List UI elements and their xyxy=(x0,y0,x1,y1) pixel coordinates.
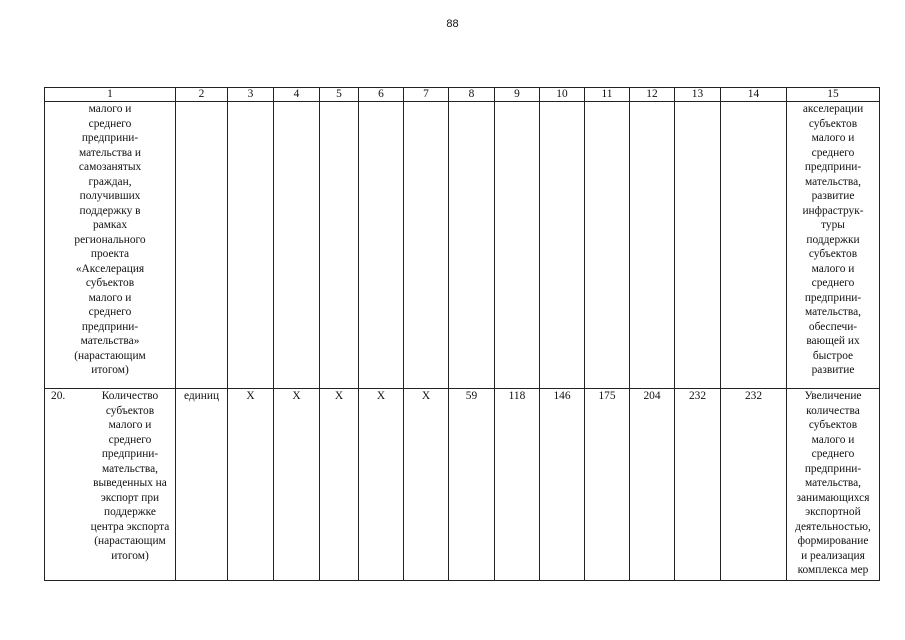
table-cell: 146 xyxy=(540,389,585,581)
column-header: 12 xyxy=(630,88,675,102)
page-number: 88 xyxy=(446,18,459,30)
column-header: 13 xyxy=(675,88,721,102)
table-row-20 xyxy=(45,389,880,581)
indicator-cell xyxy=(45,389,176,581)
table-cell xyxy=(176,102,228,389)
table-cell xyxy=(675,102,721,389)
column-header: 11 xyxy=(585,88,630,102)
column-header: 15 xyxy=(787,88,880,102)
table-cell xyxy=(449,102,495,389)
column-header: 14 xyxy=(721,88,787,102)
table-cell xyxy=(540,102,585,389)
column-header: 10 xyxy=(540,88,585,102)
table-cell xyxy=(495,102,540,389)
column-header: 8 xyxy=(449,88,495,102)
column-header: 9 xyxy=(495,88,540,102)
column-header: 2 xyxy=(176,88,228,102)
expected-result-continued: акселерации субъектов малого и среднего предприни- мательства, развитие инфраструк- туры поддержки субъектов малого и среднего предприни- мательства, обеспечи- вающей их быстрое развитие xyxy=(787,102,880,389)
column-header: 1 xyxy=(45,88,176,102)
column-number-row xyxy=(45,88,880,102)
table-cell: X xyxy=(320,389,359,581)
table-cell xyxy=(721,102,787,389)
unit-cell: единиц xyxy=(176,389,228,581)
table-cell: X xyxy=(404,389,449,581)
table-cell xyxy=(630,102,675,389)
column-header: 3 xyxy=(228,88,274,102)
table-cell: 232 xyxy=(721,389,787,581)
table-cell: 59 xyxy=(449,389,495,581)
column-header: 6 xyxy=(359,88,404,102)
row-number: 20. xyxy=(51,390,66,402)
table-cell: X xyxy=(228,389,274,581)
column-header: 7 xyxy=(404,88,449,102)
table-cell: X xyxy=(274,389,320,581)
indicator-table xyxy=(44,87,880,581)
indicator-name-continued: малого и среднего предприни- мательства и самозанятых граждан, получивших поддержку в рамках регионального проекта «Акселерация субъектов малого и среднего предприни- мательства» (нарастающим итогом) xyxy=(45,102,176,389)
table-row-continued xyxy=(45,102,880,389)
table-cell xyxy=(228,102,274,389)
table-cell xyxy=(359,102,404,389)
table-cell xyxy=(585,102,630,389)
table-cell: X xyxy=(359,389,404,581)
table-cell xyxy=(274,102,320,389)
table-cell xyxy=(404,102,449,389)
column-header: 4 xyxy=(274,88,320,102)
column-header: 5 xyxy=(320,88,359,102)
table-cell: 204 xyxy=(630,389,675,581)
table-cell: 118 xyxy=(495,389,540,581)
expected-result: Увеличение количества субъектов малого и среднего предприни- мательства, занимающихся экспортной деятельностью, формирование и реализация комплекса мер xyxy=(787,389,880,581)
table-cell xyxy=(320,102,359,389)
indicator-name: Количество субъектов малого и среднего предприни- мательства, выведенных на экспорт при поддержке центра экспорта (нарастающим итогом) xyxy=(90,390,170,562)
table-cell: 175 xyxy=(585,389,630,581)
table-cell: 232 xyxy=(675,389,721,581)
